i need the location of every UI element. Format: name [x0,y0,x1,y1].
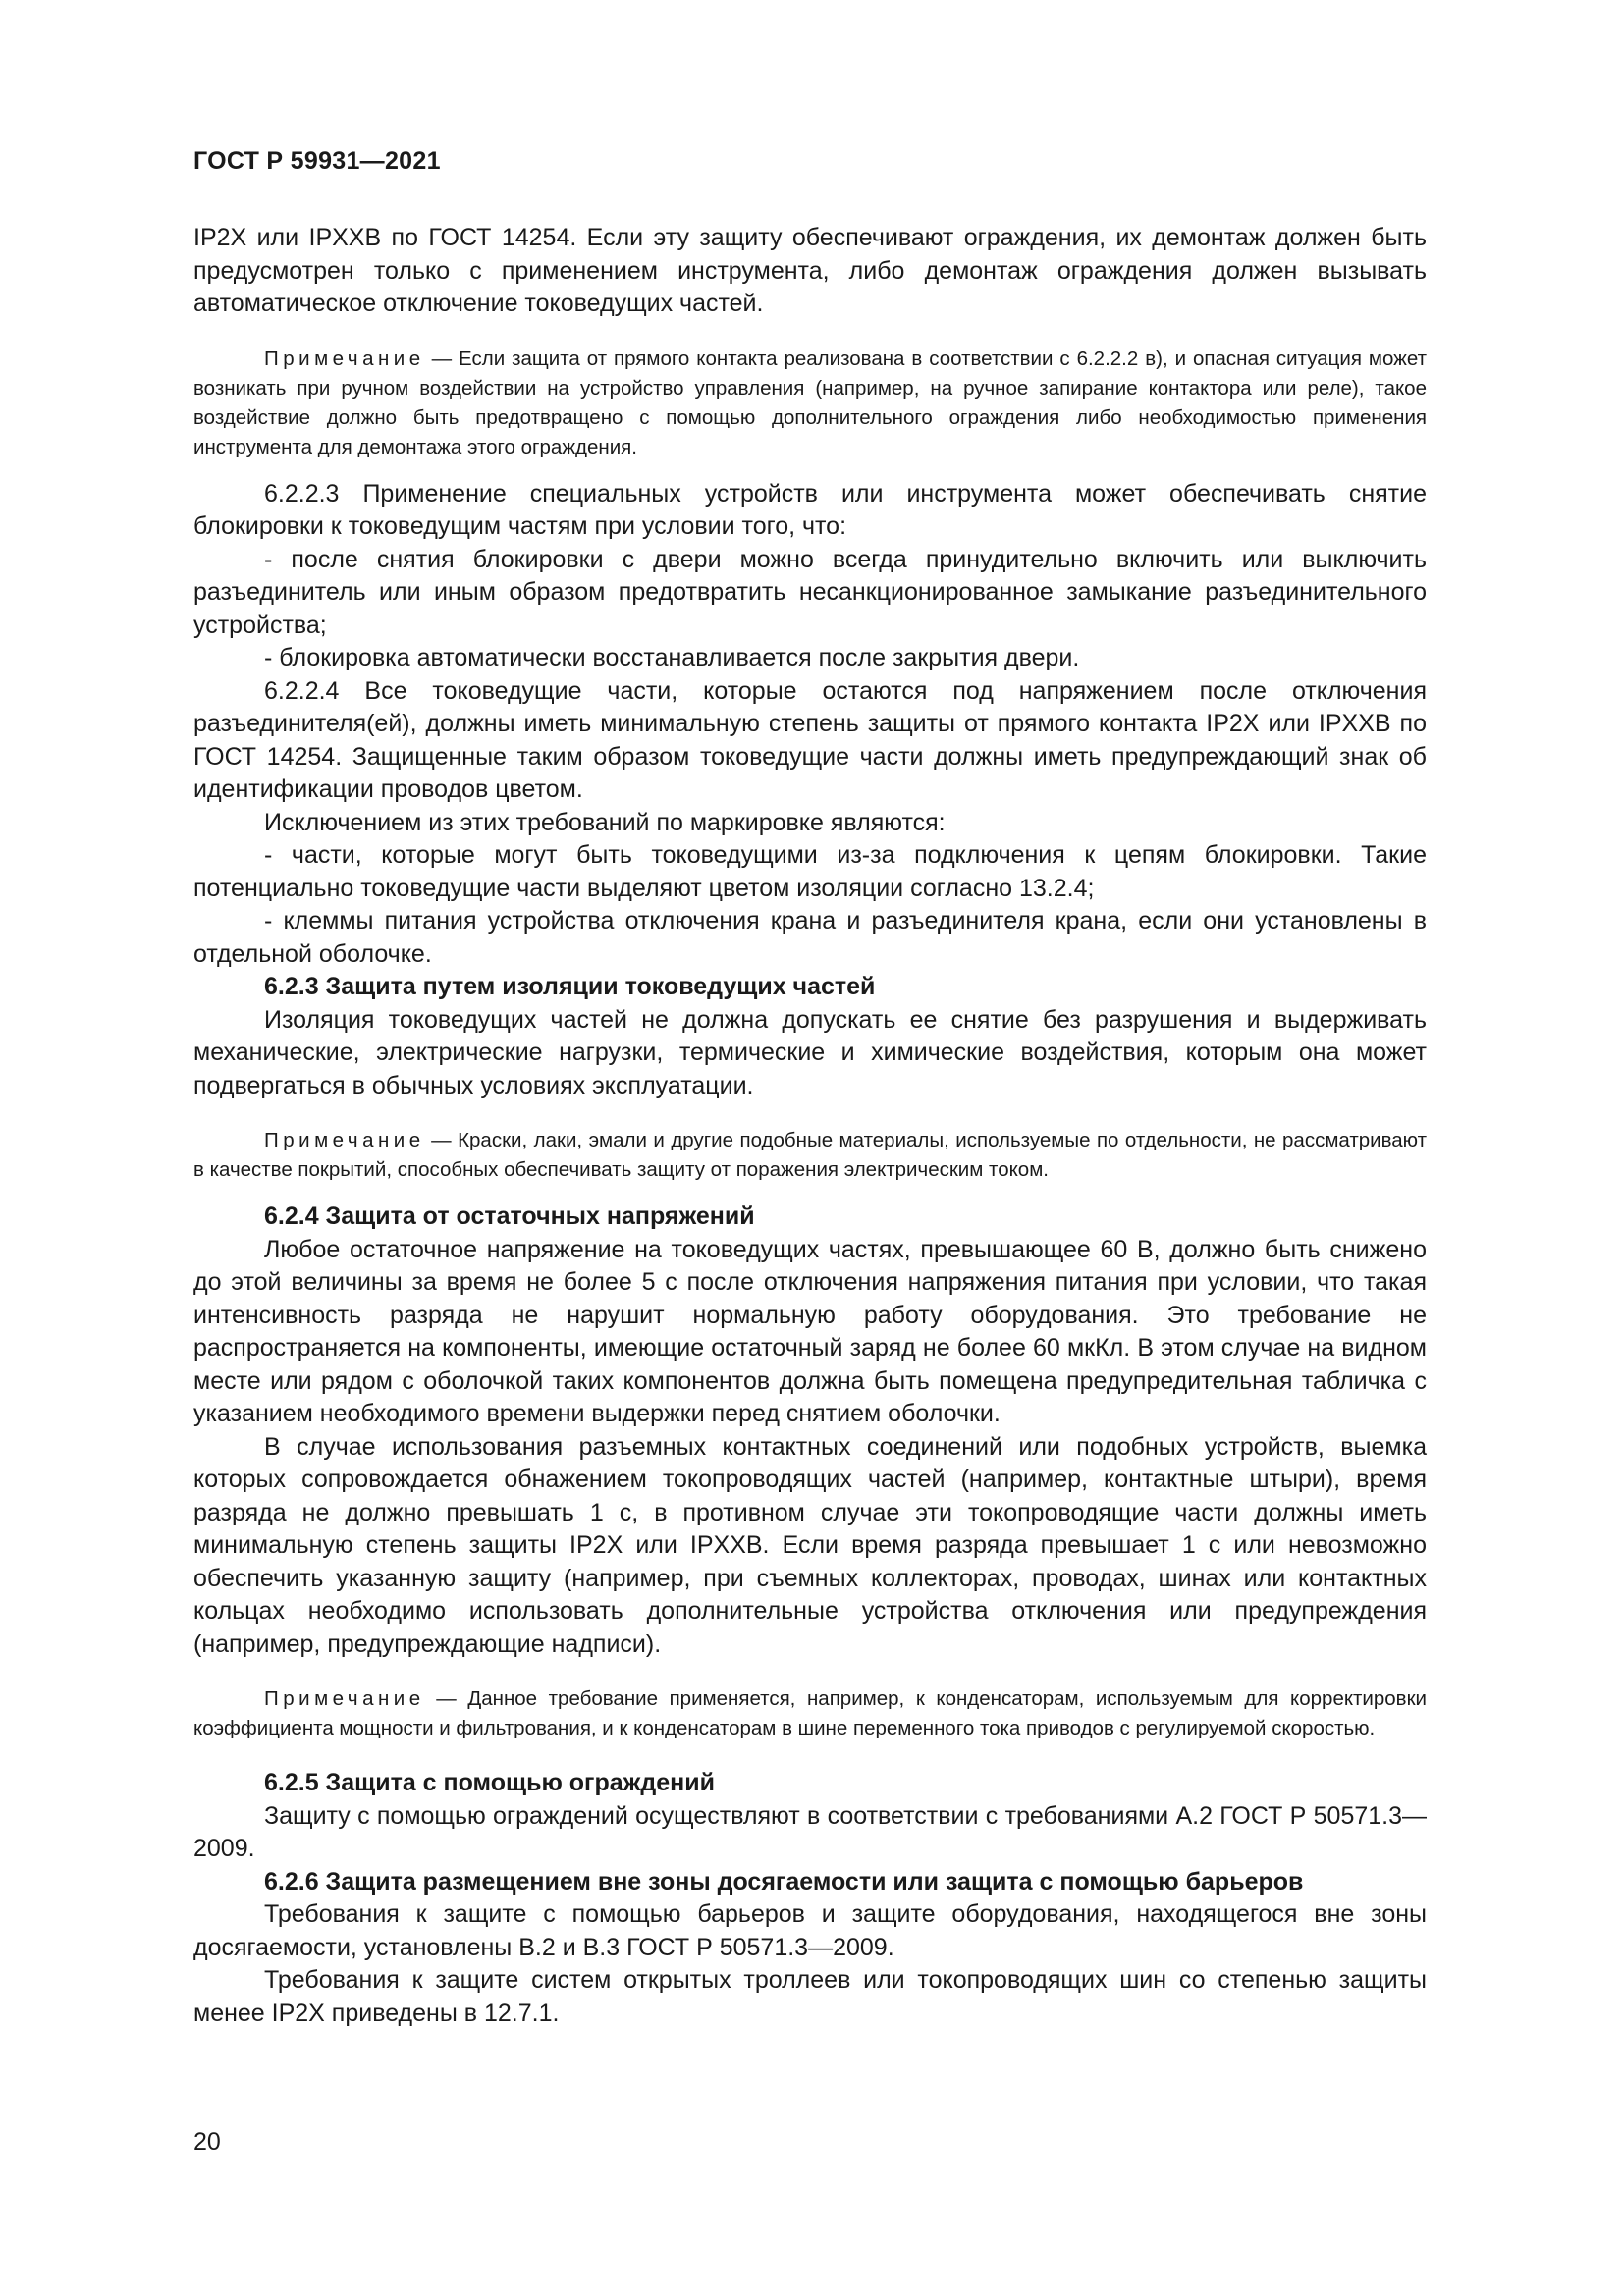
note-label: Примечание [264,1129,425,1151]
list-item: - клеммы питания устройства отключения крана и разъединителя крана, если они установлены в отдельной оболочке. [193,907,1427,968]
note-text: — Если защита от прямого контакта реализована в соответствии с 6.2.2.2 в), и опасная ситуация может возникать при ручном воздействии на устройство управления (например, на ручное запирание контактора или реле), такое воздействие должно быть предотвращено с помощью дополнительного ограждения либо необходимостью применения инструмента для демонтажа этого ограждения. [193,347,1427,458]
paragraph-6-2-4-a: Любое остаточное напряжение на токоведущих частях, превышающее 60 В, должно быть снижено до этой величины за время не более 5 с после отключения напряжения питания при условии, что такая интенсивность разряда не нарушит нормальную работу оборудования. Это требование не распространяется на компоненты, имеющие остаточный заряд не более 60 мкКл. В этом случае на видном месте или рядом с оболочкой таких компонентов должна быть помещена предупредительная табличка с указанием необходимого времени выдержки перед снятием оболочки. [193,1235,1427,1427]
note-3 [193,1684,1427,1743]
note-1 [193,345,1427,462]
paragraph-6-2-4-b: В случае использования разъемных контактных соединений или подобных устройств, выемка которых сопровождается обнажением токопроводящих частей (например, контактные штыри), время разряда не должно превышать 1 с, в противном случае эти токопроводящие части должны иметь минимальную степень защиты IP2X или IPXXB. Если время разряда превышает 1 с или невозможно обеспечить указанную защиту (например, при съемных коллекторах, проводах, шинах или контактных кольцах необходимо использовать дополнительные устройства отключения или предупреждения (например, предупреждающие надписи). [193,1432,1427,1658]
note-text: — Данное требование применяется, например, к конденсаторам, используемым для корректировки коэффициента мощности и фильтрования, и к конденсаторам в шине переменного тока приводов с регулируемой скоростью. [193,1687,1427,1739]
list-item: - части, которые могут быть токоведущими из-за подключения к цепям блокировки. Такие потенциально токоведущие части выделяют цветом изоляции согласно 13.2.4; [193,841,1427,902]
section-heading-6-2-3: 6.2.3 Защита путем изоляции токоведущих частей [264,973,876,1000]
page-number: 20 [193,2128,221,2156]
paragraph-6-2-5: Защиту с помощью ограждений осуществляют в соответствии с требованиями А.2 ГОСТ Р 50571.3—2009. [193,1801,1427,1862]
paragraph-intro: IP2X или IPXXB по ГОСТ 14254. Если эту защиту обеспечивают ограждения, их демонтаж должен быть предусмотрен только с применением инструмента, либо демонтаж ограждения должен вызывать автоматическое отключение токоведущих частей. [193,224,1427,317]
paragraph-6-2-2-4: 6.2.2.4 Все токоведущие части, которые остаются под напряжением после отключения разъединителя(ей), должны иметь минимальную степень защиты от прямого контакта IP2X или IPXXB по ГОСТ 14254. Защищенные таким образом токоведущие части должны иметь предупреждающий знак об идентификации проводов цветом. [193,676,1427,803]
paragraph-6-2-2-3: 6.2.2.3 Применение специальных устройств или инструмента может обеспечивать снятие блокировки к токоведущим частям при условии того, что: [193,479,1427,540]
paragraph-6-2-6-a: Требования к защите с помощью барьеров и защите оборудования, находящегося вне зоны досягаемости, установлены В.2 и В.3 ГОСТ Р 50571.3—2009. [193,1900,1427,1961]
document-header: ГОСТ Р 59931—2021 [193,147,441,175]
note-label: Примечание [264,1687,425,1710]
paragraph-6-2-3: Изоляция токоведущих частей не должна допускать ее снятие без разрушения и выдерживать механические, электрические нагрузки, термические и химические воздействия, которым она может подвергаться в обычных условиях эксплуатации. [193,1005,1427,1099]
section-heading-6-2-4: 6.2.4 Защита от остаточных напряжений [264,1202,755,1230]
paragraph-6-2-6-b: Требования к защите систем открытых троллеев или токопроводящих шин со степенью защиты менее IP2X приведены в 12.7.1. [193,1966,1427,2027]
list-item: - после снятия блокировки с двери можно всегда принудительно включить или выключить разъединитель или иным образом предотвратить несанкционированное замыкание разъединительного устройства; [193,545,1427,639]
paragraph-exceptions: Исключением из этих требований по маркировке являются: [264,808,946,836]
document-body [193,222,1427,2030]
section-heading-6-2-5: 6.2.5 Защита с помощью ограждений [264,1769,715,1796]
note-2 [193,1126,1427,1185]
list-item: - блокировка автоматически восстанавливается после закрытия двери. [264,644,1080,671]
note-text: — Краски, лаки, эмали и другие подобные материалы, используемые по отдельности, не рассматривают в качестве покрытий, способных обеспечивать защиту от поражения электрическим током. [193,1129,1427,1181]
section-heading-6-2-6: 6.2.6 Защита размещением вне зоны досягаемости или защита с помощью барьеров [264,1867,1304,1896]
note-label: Примечание [264,347,425,370]
